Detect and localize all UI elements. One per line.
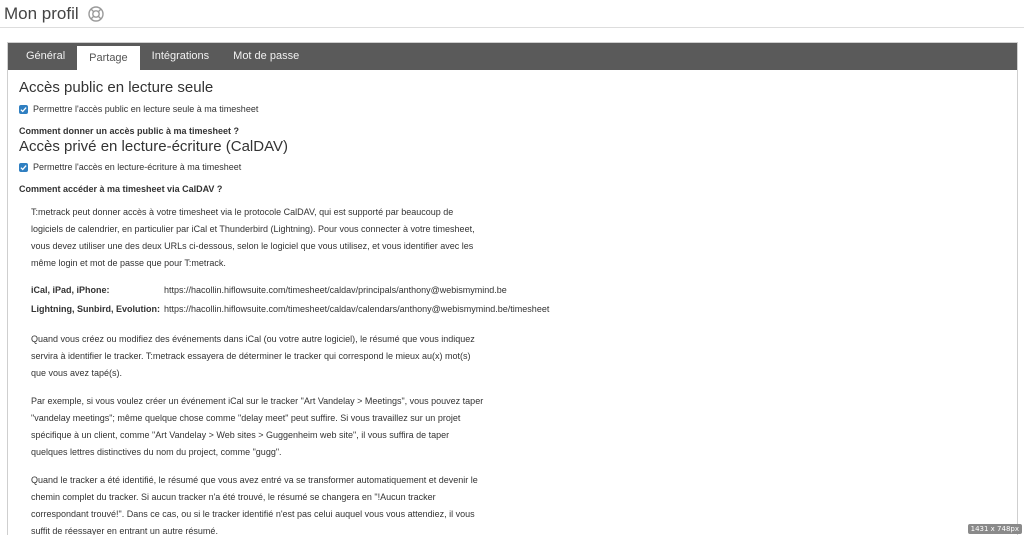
private-access-checkbox[interactable]	[19, 163, 28, 172]
tab-content	[8, 70, 1017, 535]
url-row-lightning	[31, 300, 1017, 319]
tab-general[interactable]: Général	[26, 50, 66, 62]
profile-panel	[7, 42, 1018, 535]
private-access-question[interactable]: Comment accéder à ma timesheet via CalDAV ?	[19, 184, 223, 194]
public-access-option	[19, 104, 1017, 114]
page-title: Mon profil	[4, 3, 79, 23]
tab-mot-de-passe[interactable]: Mot de passe	[233, 50, 300, 62]
public-access-title: Accès public en lecture seule	[19, 79, 214, 96]
caldav-paragraph-3: Quand le tracker a été identifié, le résumé que vous avez entré va se transformer automatiquement et devenir le chemin complet du tracker. Si aucun tracker n'a été trouvé, le résumé se changera en "!Aucun tracker correspondant trouvé!". Dans ce cas, ou si le tracker identifié n'est pas celui auquel vous vous attendiez, il vous suffit de réessayer en entrant un autre résumé.	[31, 475, 478, 535]
caldav-intro: T:metrack peut donner accès à votre timesheet via le protocole CalDAV, qui est supporté par beaucoup de logiciels de calendrier, en particulier par iCal et Thunderbird (Lightning). Pour vous connecter à votre timesheet, vous devez utiliser une des deux URLs ci-dessous, selon le logiciel que vous utilisez, et vous identifier avec les même login et mot de passe que pour T:metrack.	[31, 207, 475, 268]
size-badge: 1431 x 748px	[968, 524, 1022, 534]
tab-integrations[interactable]: Intégrations	[151, 50, 210, 62]
tab-partage[interactable]: Partage	[77, 46, 140, 70]
caldav-paragraph-2: Par exemple, si vous voulez créer un événement iCal sur le tracker "Art Vandelay > Meetings", vous pouvez taper "vandelay meetings"; même quelque chose comme "delay meet" peut suffire. Si vous travaillez sur un projet spécifique à un client, comme "Art Vandelay > Web sites > Guggenheim web site", il vous suffira de taper quelques lettres distinctives du nom du project, comme "gugg".	[31, 396, 484, 457]
private-access-checkbox-label[interactable]: Permettre l'accès en lecture-écriture à ma timesheet	[33, 162, 242, 172]
public-access-question[interactable]: Comment donner un accès public à ma timesheet ?	[19, 126, 240, 136]
page-header	[0, 0, 1024, 28]
url-label: Lightning, Sunbird, Evolution:	[31, 304, 160, 314]
public-access-checkbox-label[interactable]: Permettre l'accès public en lecture seule à ma timesheet	[33, 104, 259, 114]
public-access-checkbox[interactable]	[19, 105, 28, 114]
private-access-title: Accès privé en lecture-écriture (CalDAV)	[19, 138, 288, 155]
private-access-option	[19, 162, 1017, 172]
caldav-urls	[31, 281, 1017, 319]
url-value: https://hacollin.hiflowsuite.com/timesheet/caldav/calendars/anthony@webismymind.be/timesheet	[164, 304, 550, 314]
url-label: iCal, iPad, iPhone:	[31, 285, 110, 295]
lifebuoy-icon[interactable]	[88, 6, 104, 22]
url-row-ical	[31, 281, 1017, 300]
caldav-paragraph-1: Quand vous créez ou modifiez des événements dans iCal (ou votre autre logiciel), le résumé que vous indiquez servira à identifier le tracker. T:metrack essayera de déterminer le tracker qui correspond le mieux au(x) mot(s) que vous avez tapé(s).	[31, 334, 475, 378]
url-value: https://hacollin.hiflowsuite.com/timesheet/caldav/principals/anthony@webismymind.be	[164, 285, 507, 295]
tab-bar	[8, 43, 1017, 70]
